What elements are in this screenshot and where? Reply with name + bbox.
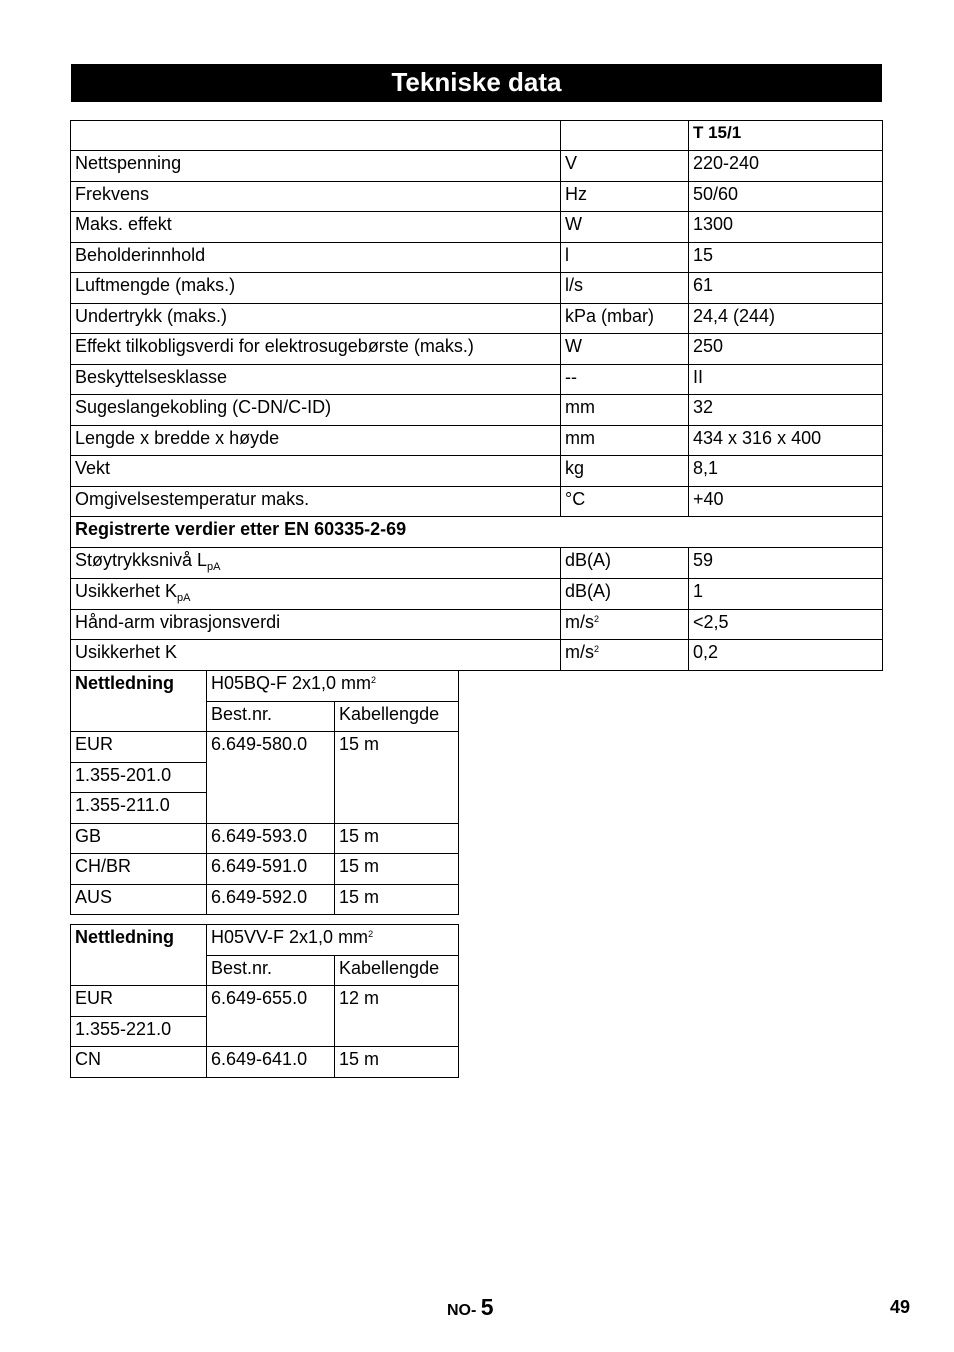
spec-value: 434 x 316 x 400 bbox=[689, 425, 883, 456]
spec-label: Usikkerhet $K_{pA}$ bbox=[71, 578, 561, 609]
spec-value: 0,2 bbox=[689, 640, 883, 671]
page-title: Tekniske data bbox=[71, 64, 882, 102]
table-row bbox=[71, 181, 883, 212]
spec-unit: dB(A) bbox=[561, 578, 689, 609]
cord-region: AUS bbox=[71, 884, 207, 915]
table-row bbox=[71, 273, 883, 304]
spec-unit: mm bbox=[561, 425, 689, 456]
table-row bbox=[71, 364, 883, 395]
spec-label: Undertrykk (maks.) bbox=[71, 303, 561, 334]
cord-type: H05BQ-F 2x1,0 $mm^2$ bbox=[207, 671, 459, 702]
power-cord-table-2 bbox=[70, 924, 459, 1078]
table-header-row bbox=[71, 121, 883, 151]
cord-partno: 6.649-593.0 bbox=[207, 823, 335, 854]
column-header-partno: Best.nr. bbox=[207, 955, 335, 986]
cord-region: CH/BR bbox=[71, 854, 207, 885]
column-header-partno: Best.nr. bbox=[207, 701, 335, 732]
power-cord-table-1 bbox=[70, 670, 459, 915]
cord-heading: Nettledning bbox=[71, 671, 207, 732]
table-row bbox=[71, 986, 459, 1017]
table-row bbox=[71, 151, 883, 182]
spec-value: 50/60 bbox=[689, 181, 883, 212]
spec-label: Usikkerhet K bbox=[71, 640, 561, 671]
section-header: Registrerte verdier etter EN 60335-2-69 bbox=[71, 517, 883, 548]
cord-region: GB bbox=[71, 823, 207, 854]
spec-value: 1300 bbox=[689, 212, 883, 243]
cord-partno: 6.649-641.0 bbox=[207, 1047, 335, 1078]
cord-region: 1.355-221.0 bbox=[71, 1016, 207, 1047]
spec-label: Vekt bbox=[71, 456, 561, 487]
spec-unit: -- bbox=[561, 364, 689, 395]
cord-partno: 6.649-592.0 bbox=[207, 884, 335, 915]
table-row bbox=[71, 547, 883, 578]
spec-value: 250 bbox=[689, 334, 883, 365]
model-name: T 15/1 bbox=[689, 121, 883, 151]
cord-region: CN bbox=[71, 1047, 207, 1078]
spec-value: 1 bbox=[689, 578, 883, 609]
spec-label: Frekvens bbox=[71, 181, 561, 212]
cord-partno: 6.649-580.0 bbox=[207, 732, 335, 824]
spec-label: Nettspenning bbox=[71, 151, 561, 182]
cord-length: 15 m bbox=[335, 823, 459, 854]
spec-label: Luftmengde (maks.) bbox=[71, 273, 561, 304]
spec-unit: $m/s^2$ bbox=[561, 609, 689, 640]
spec-value: 59 bbox=[689, 547, 883, 578]
table-row bbox=[71, 425, 883, 456]
table-row bbox=[71, 884, 459, 915]
cord-type: H05VV-F 2x1,0 $mm^2$ bbox=[207, 925, 459, 956]
cord-region: EUR bbox=[71, 986, 207, 1017]
table-row bbox=[71, 640, 883, 671]
spec-value: 24,4 (244) bbox=[689, 303, 883, 334]
spec-value: 220-240 bbox=[689, 151, 883, 182]
cord-region: EUR bbox=[71, 732, 207, 763]
footer-section-label: NO- 5 bbox=[447, 1294, 494, 1320]
table-row bbox=[71, 212, 883, 243]
spec-value: <2,5 bbox=[689, 609, 883, 640]
technical-data-table bbox=[70, 120, 883, 671]
spec-label: Effekt tilkobligsverdi for elektrosugebørste (maks.) bbox=[71, 334, 561, 365]
spec-label: Maks. effekt bbox=[71, 212, 561, 243]
table-row bbox=[71, 1047, 459, 1078]
table-row bbox=[71, 578, 883, 609]
spec-label: Hånd-arm vibrasjonsverdi bbox=[71, 609, 561, 640]
spec-label: Beskyttelsesklasse bbox=[71, 364, 561, 395]
table-row bbox=[71, 395, 883, 426]
table-row bbox=[71, 823, 459, 854]
spec-unit: Hz bbox=[561, 181, 689, 212]
table-row bbox=[71, 609, 883, 640]
column-header-length: Kabellengde bbox=[335, 955, 459, 986]
spec-unit: °C bbox=[561, 486, 689, 517]
cord-partno: 6.649-591.0 bbox=[207, 854, 335, 885]
table-row bbox=[71, 486, 883, 517]
spec-unit: dB(A) bbox=[561, 547, 689, 578]
spec-unit: kg bbox=[561, 456, 689, 487]
spec-value: II bbox=[689, 364, 883, 395]
spec-unit: W bbox=[561, 334, 689, 365]
spec-value: 15 bbox=[689, 242, 883, 273]
spec-label: Sugeslangekobling (C-DN/C-ID) bbox=[71, 395, 561, 426]
cord-length: 15 m bbox=[335, 1047, 459, 1078]
cord-region: 1.355-211.0 bbox=[71, 793, 207, 824]
cord-length: 15 m bbox=[335, 884, 459, 915]
table-row bbox=[71, 334, 883, 365]
cord-length: 12 m bbox=[335, 986, 459, 1047]
spec-value: 8,1 bbox=[689, 456, 883, 487]
spec-unit: l bbox=[561, 242, 689, 273]
spec-value: +40 bbox=[689, 486, 883, 517]
section-header-row bbox=[71, 517, 883, 548]
cord-partno: 6.649-655.0 bbox=[207, 986, 335, 1047]
spec-label: Støytrykksnivå $L_{pA}$ bbox=[71, 547, 561, 578]
spec-unit: mm bbox=[561, 395, 689, 426]
spec-unit: kPa (mbar) bbox=[561, 303, 689, 334]
table-row bbox=[71, 242, 883, 273]
table-row bbox=[71, 456, 883, 487]
spec-unit: $m/s^2$ bbox=[561, 640, 689, 671]
spec-label: Lengde x bredde x høyde bbox=[71, 425, 561, 456]
table-row bbox=[71, 732, 459, 763]
table-row bbox=[71, 854, 459, 885]
spec-label: Omgivelsestemperatur maks. bbox=[71, 486, 561, 517]
spec-unit: V bbox=[561, 151, 689, 182]
cord-heading: Nettledning bbox=[71, 925, 207, 986]
table-row bbox=[71, 303, 883, 334]
spec-value: 61 bbox=[689, 273, 883, 304]
spec-unit: l/s bbox=[561, 273, 689, 304]
spec-value: 32 bbox=[689, 395, 883, 426]
cord-region: 1.355-201.0 bbox=[71, 762, 207, 793]
spec-label: Beholderinnhold bbox=[71, 242, 561, 273]
column-header-length: Kabellengde bbox=[335, 701, 459, 732]
spec-unit: W bbox=[561, 212, 689, 243]
cord-length: 15 m bbox=[335, 732, 459, 824]
cord-length: 15 m bbox=[335, 854, 459, 885]
page-number: 49 bbox=[890, 1297, 911, 1317]
